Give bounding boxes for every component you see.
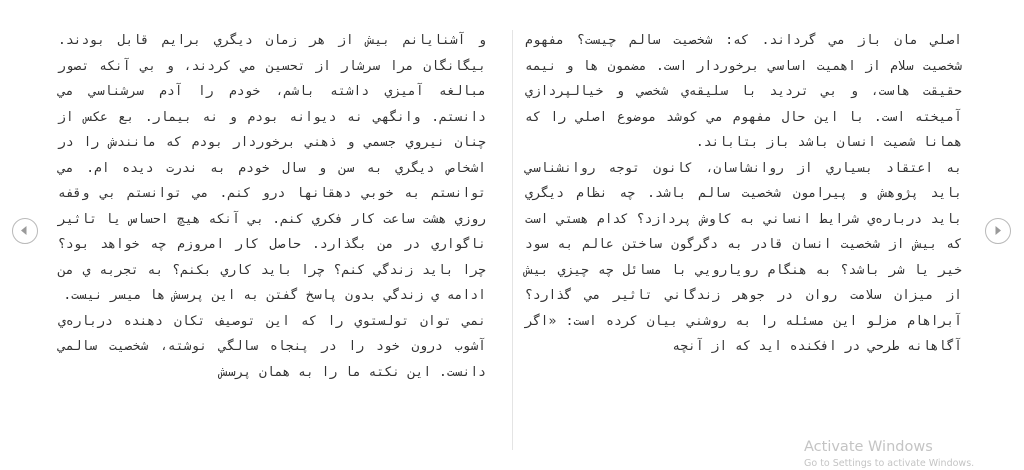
activate-windows-watermark <box>804 438 1024 470</box>
left-page-paragraph-1: و آشنايانم بيش از هر زمان ديگري برايم قابل بودند. بيگانگان مرا سرشار از تحسين مي كردند، و بي آنكه تصور مبالغه آميزي داشته باشم، خودم را آدم سرشناسي مي دانستم. وانگهي نه ديوانه بودم و نه بيمار. بع عكس از چنان نيروي جسمي و ذهني برخوردار بودم كه مانندش را در اشخاص ديگري به سن و سال خودم به ندرت ديده ام. مي توانستم به خوبي دهقانها درو كنم. مي توانستم بي وقفه روزي هشت ساعت كار فكري كنم. بي آنكه هيچ احساس يا تاثير ناگواري در من بگذارد. حاصل كار امروزم چه خواهد بود؟ چرا بايد زندگي كنم؟ چرا بايد كاري بكنم؟ به تجربه ي من ادامه ي زندگي بدون پاسخ گفتن به اين پرسش ها ميسر نيست. <box>58 33 486 303</box>
chevron-right-icon <box>986 219 1009 242</box>
previous-page-button[interactable] <box>12 218 38 244</box>
page-divider <box>512 30 513 450</box>
watermark-subtitle: Go to Settings to activate Windows. <box>804 458 975 469</box>
watermark-title: Activate Windows <box>804 439 933 455</box>
next-page-button[interactable] <box>985 218 1011 244</box>
right-page-paragraph-2: به اعتقاد بسياري از روانشاسان، كانون توجه روانشناسي بايد پژوهش و پيرامون شخصيت سالم باشد. چه نظام ديگري بايد درباره‌ي شرايط انساني به كاوش پردازد؟ كدام هستي است كه بيش از شخصيت انسان قادر به دگرگون ساختن عالم به سود خير يا شر باشد؟ به هنگام رويارويي با مسائل چه چيزي بيش از ميزان سلامت روان در جوهر زندگاني تاثير مي گذارد؟ آبراهام مزلو اين مسئله را به روشني بيان كرده است: «اگر آگاهانه طرحي در افكنده ايد كه از آنچه <box>525 160 962 354</box>
left-page-paragraph-2: نمي توان تولستوي را كه اين توصيف تكان دهنده درباره‌ي آشوب درون خود را در پنجاه سالگي نوشته، شخصيت سالمي دانست. اين نكته ما را به همان پرسش <box>58 313 486 380</box>
chevron-left-icon <box>13 219 36 242</box>
right-page <box>525 28 962 360</box>
left-page <box>58 28 486 385</box>
right-page-paragraph-1: اصلي مان باز مي گرداند. كه: شخصيت سالم چيست؟ مفهوم شخصيت سلام از اهميت اساسي برخوردار است. مضمون ها و نيمه حقيقت هاست، و بي ترديد با سليقه‌ي شخصي و خيالپردازي آميخته است. با اين حال مفهوم مي كوشد موضوع اصلي را كه همانا شصيت انسان باشد باز بتاباند. <box>525 33 962 150</box>
